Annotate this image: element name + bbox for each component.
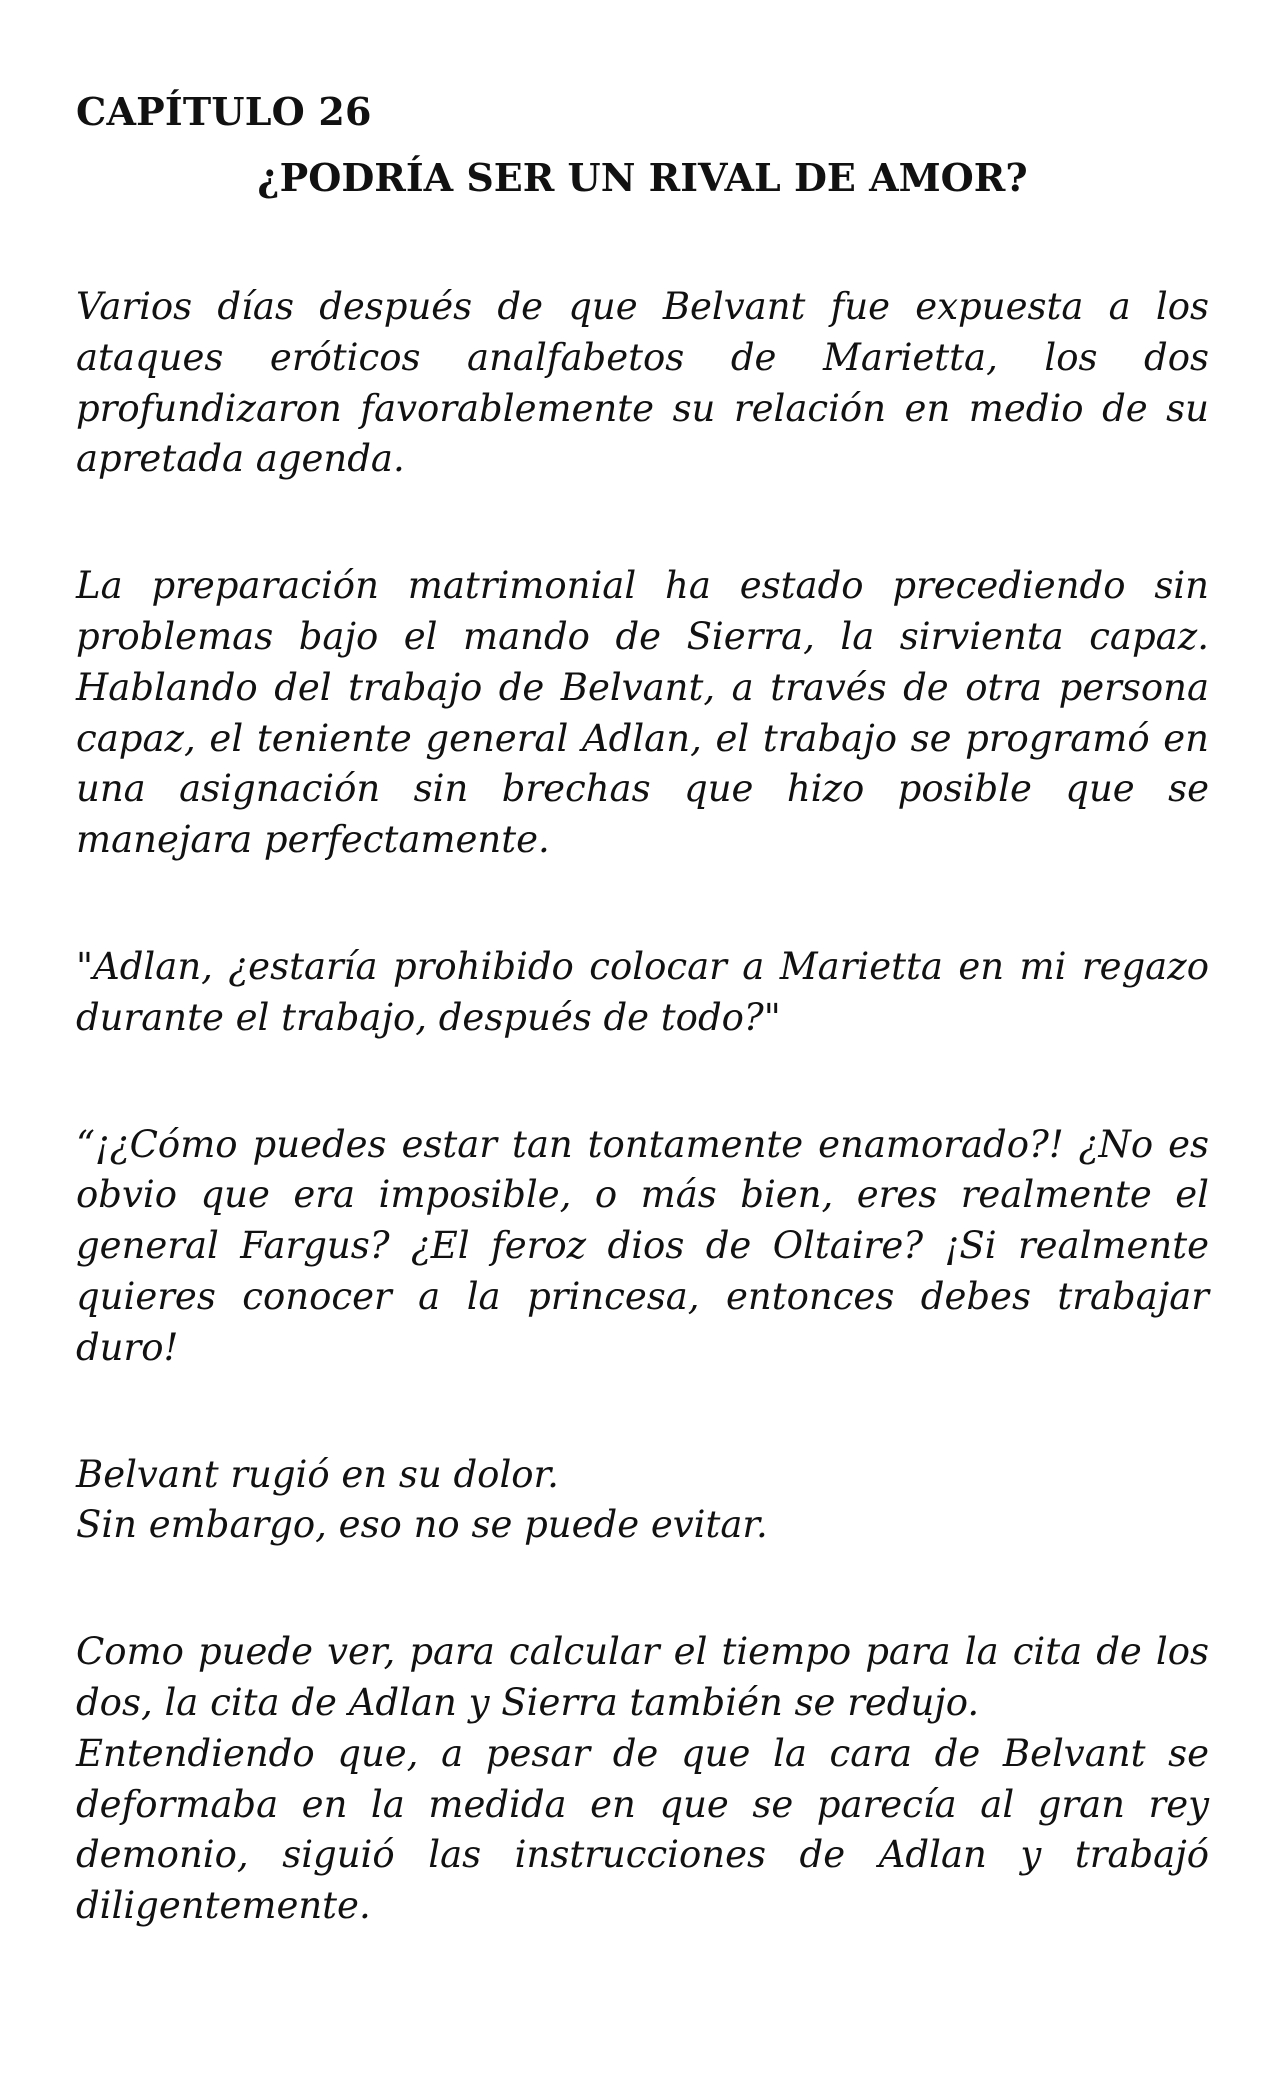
paragraph-line: Sin embargo, eso no se puede evitar. <box>76 1503 768 1547</box>
paragraph-6 <box>76 1627 1209 1932</box>
chapter-body <box>76 282 1209 1932</box>
paragraph-line: Belvant rugió en su dolor. <box>76 1452 559 1496</box>
paragraph-3 <box>76 942 1209 1044</box>
chapter-title: ¿PODRÍA SER UN RIVAL DE AMOR? <box>257 155 1028 200</box>
paragraph-5 <box>76 1450 1209 1552</box>
chapter-label: CAPÍTULO 26 <box>76 89 372 134</box>
paragraph-line: La preparación matrimonial ha estado precediendo sin problemas bajo el mando de Sierra, la sirvienta capaz. Hablando del trabajo de Belvant, a través de otra persona capaz, el teniente general Adlan, el trabajo se programó en una asignación sin brechas que hizo posible que se manejara perfectamente. <box>76 564 1209 862</box>
paragraph-4 <box>76 1120 1209 1374</box>
paragraph-line: Varios días después de que Belvant fue expuesta a los ataques eróticos analfabetos de Marietta, los dos profundizaron favorablemente su relación en medio de su apretada agenda. <box>76 285 1209 481</box>
paragraph-line: "Adlan, ¿estaría prohibido colocar a Marietta en mi regazo durante el trabajo, después de todo?" <box>76 944 1209 1039</box>
paragraph-line: “¡¿Cómo puedes estar tan tontamente enamorado?! ¿No es obvio que era imposible, o más bien, eres realmente el general Fargus? ¿El feroz dios de Oltaire? ¡Si realmente quieres conocer a la princesa, entonces debes trabajar duro! <box>76 1122 1209 1369</box>
paragraph-line: Como puede ver, para calcular el tiempo para la cita de los dos, la cita de Adlan y Sierra también se redujo. <box>76 1630 1209 1724</box>
paragraph-2 <box>76 561 1209 866</box>
paragraph-1 <box>76 282 1209 485</box>
paragraph-line: Entendiendo que, a pesar de que la cara de Belvant se deformaba en la medida en que se parecía al gran rey demonio, siguió las instrucciones de Adlan y trabajó diligentemente. <box>76 1731 1209 1928</box>
